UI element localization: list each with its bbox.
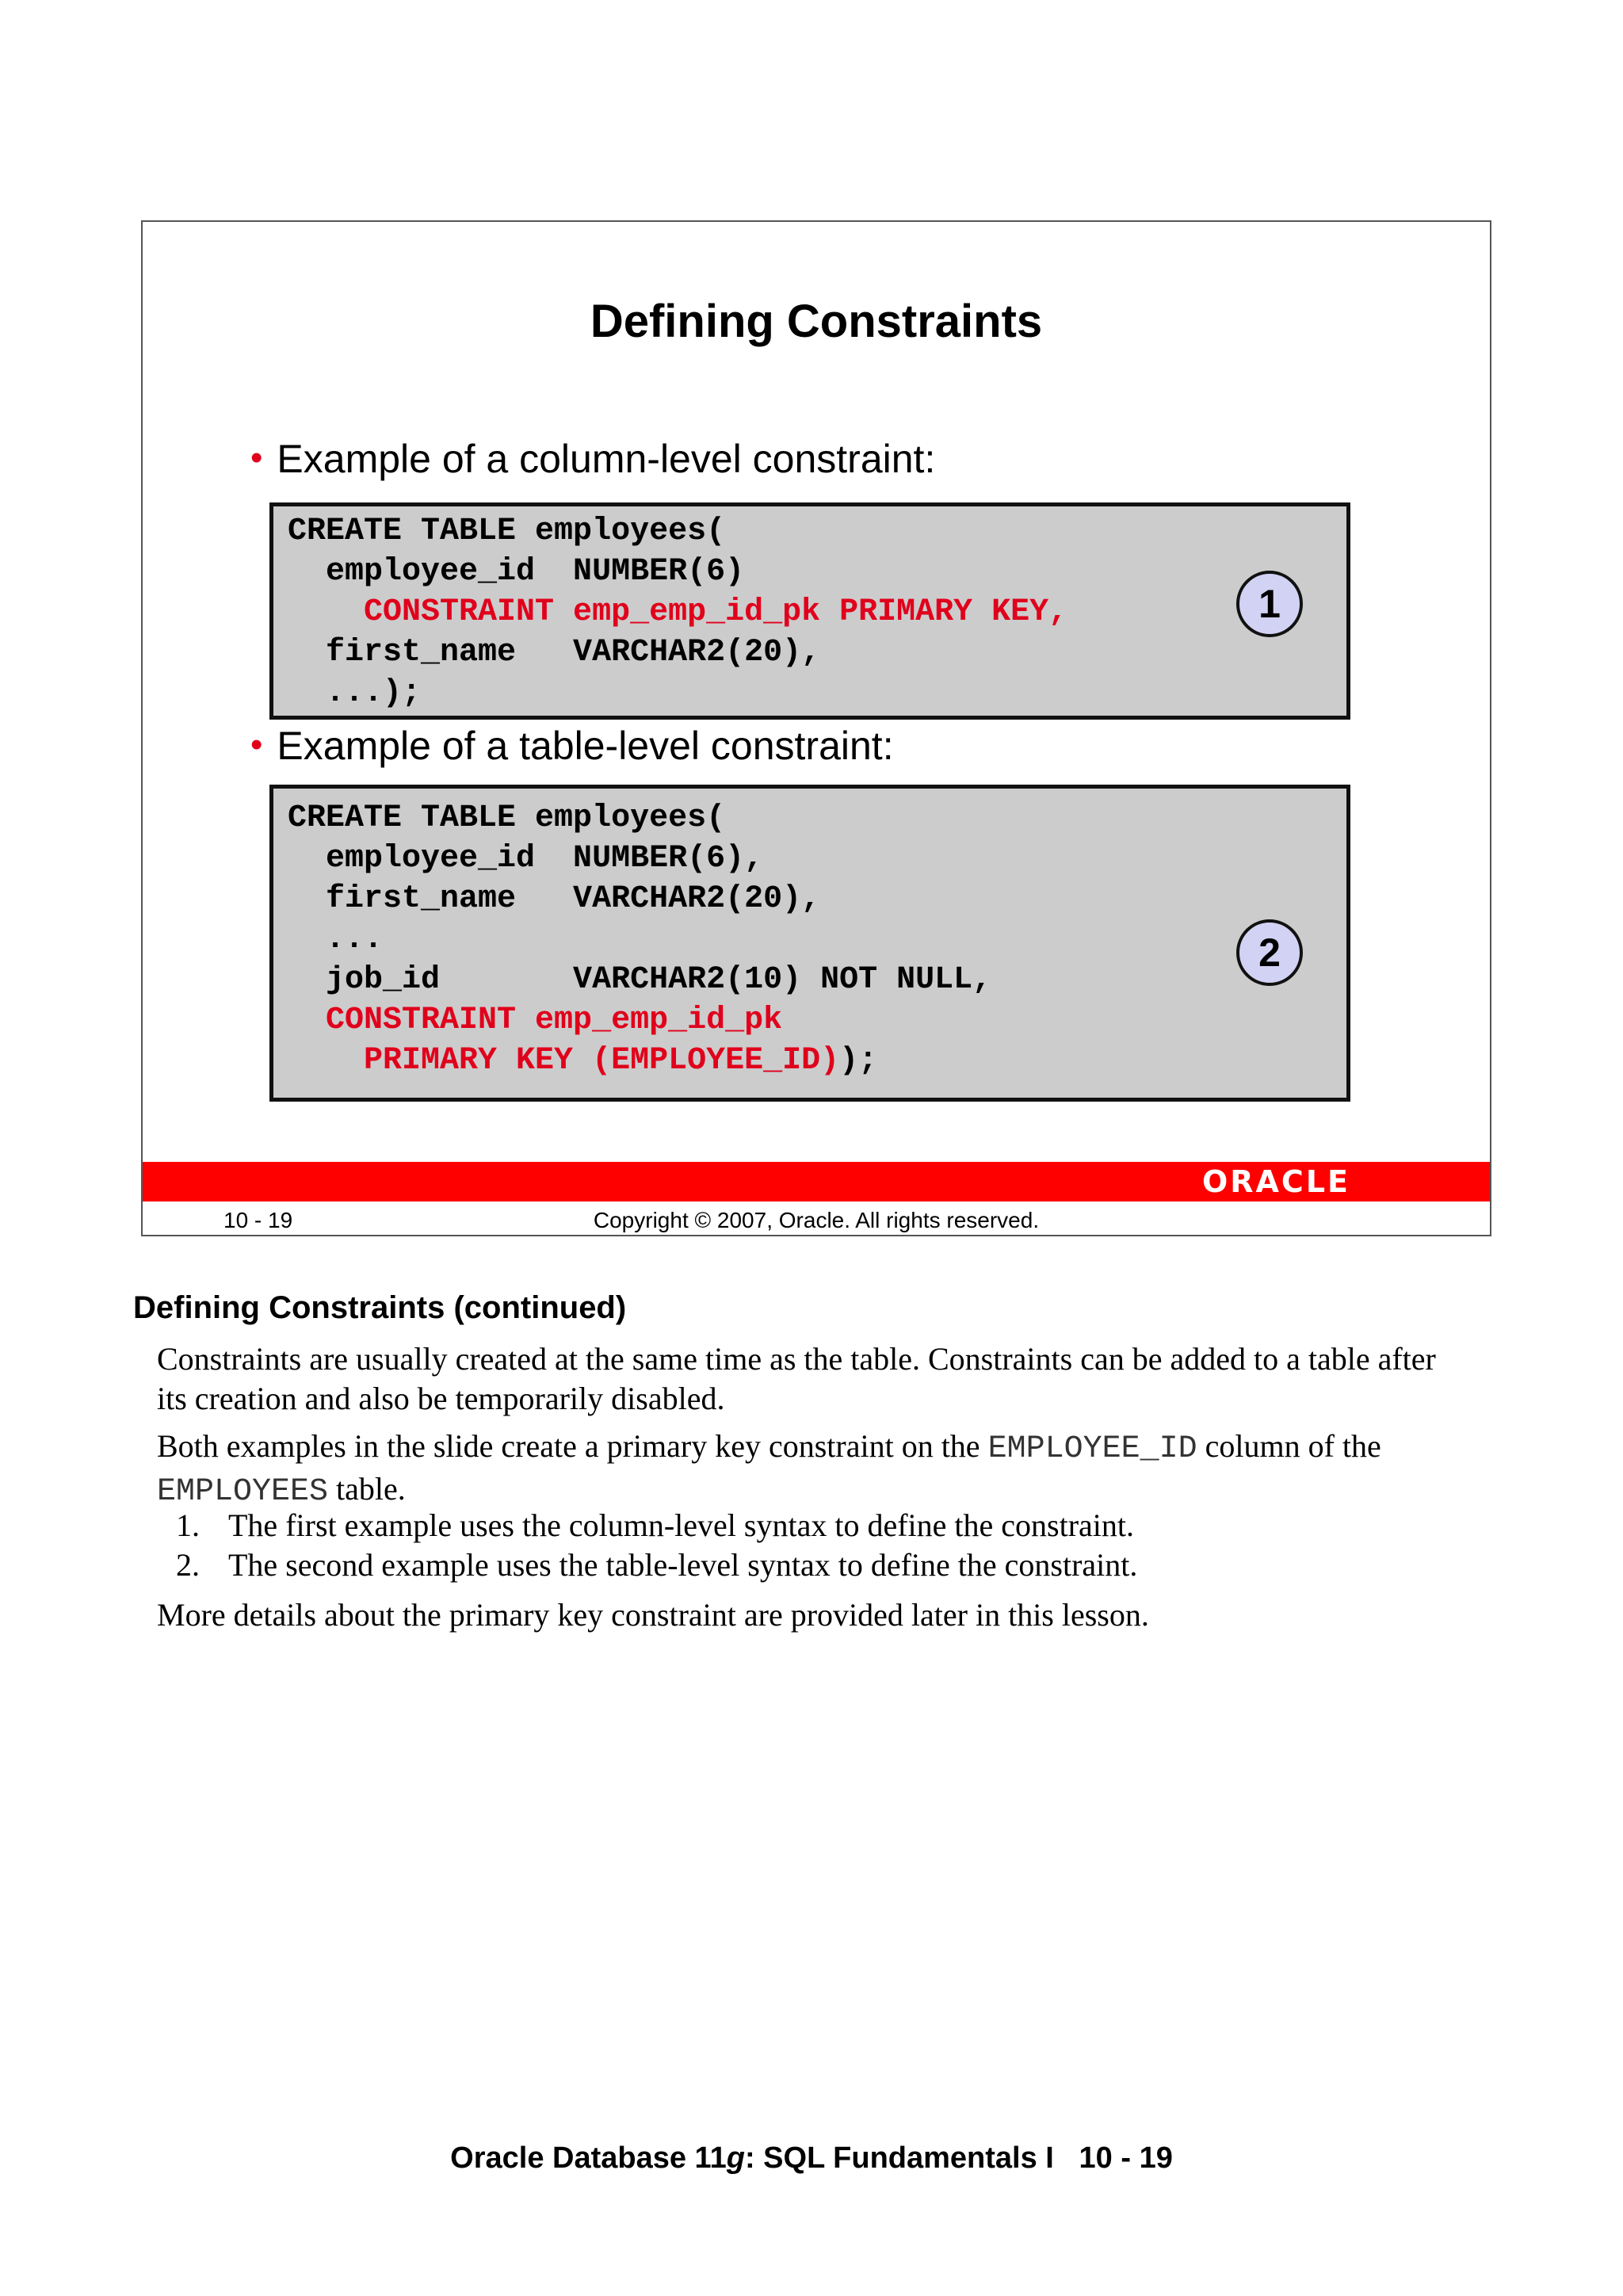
code-line: first_name VARCHAR2(20), (288, 881, 821, 917)
callout-badge-2: 2 (1236, 919, 1303, 986)
code-closing: ); (839, 1043, 878, 1079)
notes-text: column of the (1197, 1428, 1381, 1464)
notes-paragraph (157, 1427, 1381, 1512)
callout-badge-1: 1 (1236, 571, 1303, 637)
code-line: employee_id NUMBER(6), (288, 841, 764, 877)
list-item (155, 1545, 1137, 1585)
list-item-text: The second example uses the table-level syntax to define the constraint. (228, 1547, 1138, 1583)
page-footer (0, 2141, 1623, 2176)
code-line-primary-key (288, 1041, 877, 1081)
inline-code: EMPLOYEE_ID (987, 1431, 1197, 1467)
list-item-number: 1. (176, 1507, 200, 1543)
slide-title: Defining Constraints (590, 296, 1043, 347)
code-line: CREATE TABLE employees( (288, 514, 726, 549)
bullet-column-level (250, 436, 935, 482)
code-line: ... (288, 922, 384, 957)
code-line: job_id VARCHAR2(10) NOT NULL, (288, 962, 992, 998)
footer-text: Oracle Database 11 (450, 2141, 727, 2175)
slide-number: 10 - 19 (223, 1208, 293, 1232)
list-item-number: 2. (176, 1547, 200, 1583)
bullet-text: Example of a table-level constraint: (277, 724, 894, 768)
code-line-constraint: CONSTRAINT emp_emp_id_pk (288, 1003, 783, 1038)
notes-paragraph: More details about the primary key constraint are provided later in this lesson. (157, 1597, 1149, 1633)
code-line-constraint: CONSTRAINT emp_emp_id_pk PRIMARY KEY, (288, 594, 1068, 630)
notes-text: Both examples in the slide create a primary key constraint on the (157, 1428, 988, 1464)
code-primary-key-red: PRIMARY KEY (EMPLOYEE_ID) (288, 1043, 840, 1079)
bullet-table-level (250, 723, 894, 769)
inline-code: EMPLOYEES (157, 1474, 329, 1510)
bullet-text: Example of a column-level constraint: (277, 437, 936, 481)
notes-line: Constraints are usually created at the same time as the table. Constraints can be added to a table after (157, 1341, 1436, 1377)
code-line: ...); (288, 675, 422, 711)
notes-text: table. (328, 1471, 406, 1507)
code-line: first_name VARCHAR2(20), (288, 635, 821, 670)
slide-frame (141, 220, 1491, 1236)
bullet-marker: • (250, 725, 263, 764)
footer-italic: g (726, 2141, 745, 2175)
notes-line: its creation and also be temporarily disabled. (157, 1381, 725, 1416)
code-line: employee_id NUMBER(6) (288, 554, 745, 590)
code-line: CREATE TABLE employees( (288, 800, 726, 836)
notes-line (157, 1427, 1381, 1469)
code-box-table-level (269, 785, 1350, 1102)
code-box-column-level (269, 502, 1350, 720)
notes-heading: Defining Constraints (continued) (133, 1290, 627, 1325)
oracle-logo: ORACLE (1201, 1164, 1350, 1199)
copyright-text: Copyright © 2007, Oracle. All rights reserved. (593, 1208, 1040, 1232)
list-item-text: The first example uses the column-level syntax to define the constraint. (228, 1507, 1134, 1543)
notes-paragraph (157, 1339, 1436, 1419)
footer-text: : SQL Fundamentals I 10 - 19 (744, 2141, 1173, 2175)
numbered-list (155, 1506, 1137, 1585)
bullet-marker: • (250, 438, 263, 477)
list-item (155, 1506, 1137, 1545)
